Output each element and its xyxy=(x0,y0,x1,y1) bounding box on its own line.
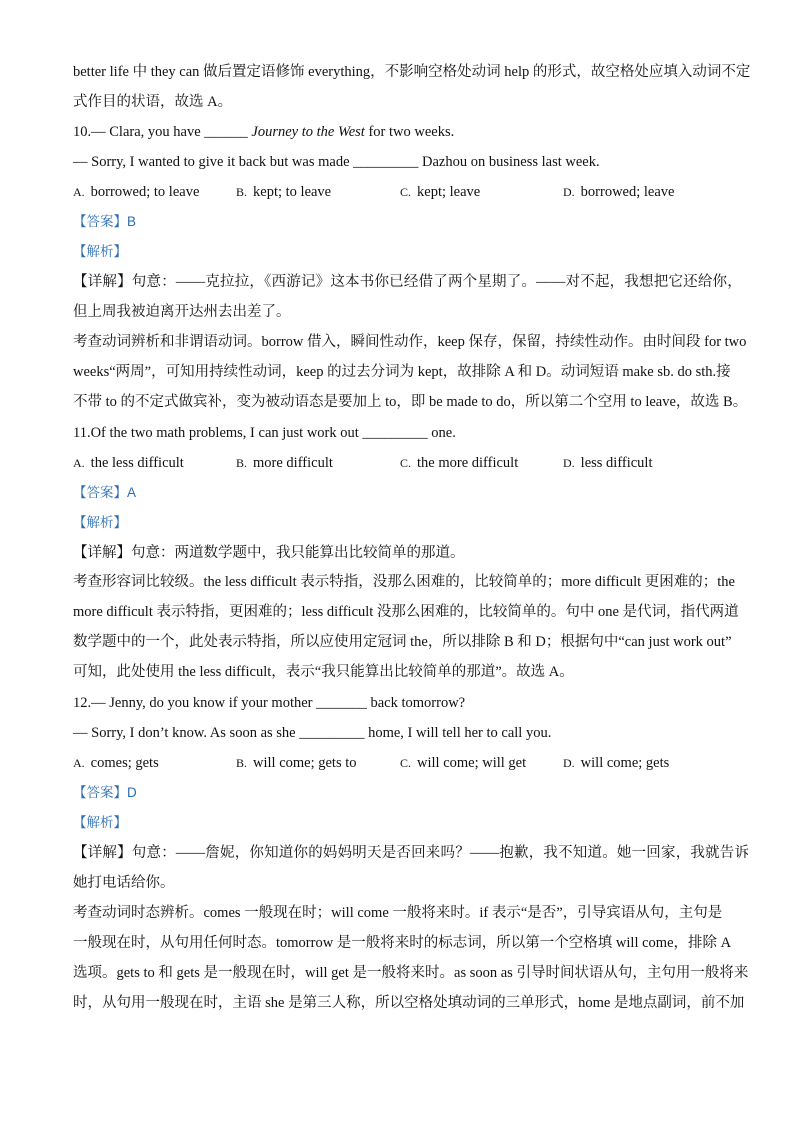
option-letter: C. xyxy=(400,756,412,770)
q12-option-a xyxy=(73,754,159,772)
option-text: borrowed; to leave xyxy=(90,184,200,200)
option-letter: A. xyxy=(73,756,85,770)
explanation-line: 但上周我被迫离开达州去出差了。 xyxy=(73,304,291,320)
option-letter: D. xyxy=(563,456,575,470)
book-title: Journey to the West xyxy=(251,124,365,140)
explanation-line: 【详解】句意：——詹妮，你知道你的妈妈明天是否回来吗？——抱歉，我不知道。她一回家，我就告诉 xyxy=(73,845,750,861)
explanation-line: 【详解】句意：——克拉拉，《西游记》这本书你已经借了两个星期了。——对不起，我想把它还给你， xyxy=(73,274,742,290)
q11-option-b xyxy=(236,454,333,472)
explanation-line: 她打电话给你。 xyxy=(73,875,175,891)
option-text: kept; to leave xyxy=(253,184,332,200)
option-text: borrowed; leave xyxy=(580,184,675,200)
explanation-line: 考查形容词比较级。the less difficult 表示特指，没那么困难的，比较简单的；more difficult 更困难的；the xyxy=(73,574,735,590)
answer-value: A xyxy=(127,485,137,500)
answer-label-12 xyxy=(73,784,137,802)
option-letter: B. xyxy=(236,456,248,470)
q10-option-d xyxy=(563,183,674,201)
option-text: more difficult xyxy=(253,455,333,471)
explanation-line: 一般现在时，从句用任何时态。tomorrow 是一般将来时的标志词，所以第一个空格填 will come，排除 A xyxy=(73,935,732,951)
explanation-line: 【详解】句意：两道数学题中，我只能算出比较简单的那道。 xyxy=(73,545,465,561)
question-text: for two weeks. xyxy=(364,124,455,140)
answer-label-10 xyxy=(73,213,136,231)
explanation-line: 时，从句用一般现在时，主语 she 是第三人称，所以空格处填动词的三单形式，home 是地点副词，前不加 xyxy=(73,995,745,1011)
explanation-line: more difficult 表示特指，更困难的；less difficult 没那么困难的，比较简单的。句中 one 是代词，指代两道 xyxy=(73,604,739,620)
option-letter: D. xyxy=(563,756,575,770)
option-letter: D. xyxy=(563,185,575,199)
option-text: the more difficult xyxy=(417,455,519,471)
option-text: will come; gets to xyxy=(253,755,357,771)
option-text: kept; leave xyxy=(417,184,481,200)
q10-option-b xyxy=(236,183,331,201)
question-10-line-2: — Sorry, I wanted to give it back but was made _________ Dazhou on business last week. xyxy=(73,154,600,170)
explanation-line: 数学题中的一个，此处表示特指，所以应使用定冠词 the，所以排除 B 和 D；根据句中“can just work out” xyxy=(73,634,732,650)
explanation-line: 考查动词时态辨析。comes 一般现在时；will come 一般将来时。if 表示“是否”，引导宾语从句，主句是 xyxy=(73,905,723,921)
explanation-line: weeks“两周”，可知用持续性动词，keep 的过去分词为 kept，故排除 A 和 D。动词短语 make sb. do sth.接 xyxy=(73,364,731,380)
answer-bracket: 【答案】 xyxy=(73,785,127,801)
answer-value: D xyxy=(127,785,137,800)
answer-bracket: 【答案】 xyxy=(73,485,127,501)
explanation-line: 考查动词辨析和非谓语动词。borrow 借入，瞬间性动作，keep 保存，保留，持续性动作。由时间段 for two xyxy=(73,334,747,350)
analysis-label-10: 【解析】 xyxy=(73,244,127,260)
analysis-label-12: 【解析】 xyxy=(73,815,127,831)
answer-value: B xyxy=(127,214,137,229)
q12-option-d xyxy=(563,754,669,772)
q11-option-d xyxy=(563,454,653,472)
option-letter: C. xyxy=(400,185,412,199)
q12-option-b xyxy=(236,754,357,772)
option-letter: B. xyxy=(236,185,248,199)
question-11: 11.Of the two math problems, I can just work out _________ one. xyxy=(73,425,456,441)
option-text: the less difficult xyxy=(90,455,184,471)
question-10-line-1 xyxy=(73,123,454,141)
answer-bracket: 【答案】 xyxy=(73,214,127,230)
explanation-line: better life 中 they can 做后置定语修饰 everything，不影响空格处动词 help 的形式，故空格处应填入动词不定 xyxy=(73,64,751,80)
option-letter: A. xyxy=(73,456,85,470)
explanation-line: 式作目的状语，故选 A。 xyxy=(73,94,233,110)
option-text: will come; will get xyxy=(417,755,527,771)
question-12-line-2: — Sorry, I don’t know. As soon as she _________ home, I will tell her to call you. xyxy=(73,725,552,741)
option-text: less difficult xyxy=(580,455,653,471)
option-letter: A. xyxy=(73,185,85,199)
q10-option-a xyxy=(73,183,199,201)
q11-option-c xyxy=(400,454,518,472)
question-12-line-1: 12.— Jenny, do you know if your mother _______ back tomorrow? xyxy=(73,695,466,711)
option-text: will come; gets xyxy=(580,755,670,771)
option-letter: B. xyxy=(236,756,248,770)
answer-label-11 xyxy=(73,484,136,502)
q12-option-c xyxy=(400,754,526,772)
explanation-line: 选项。gets to 和 gets 是一般现在时，will get 是一般将来时。as soon as 引导时间状语从句，主句用一般将来 xyxy=(73,965,749,981)
option-letter: C. xyxy=(400,456,412,470)
explanation-line: 不带 to 的不定式做宾补，变为被动语态是要加上 to，即 be made to do，所以第二个空用 to leave，故选 B。 xyxy=(73,394,748,410)
question-text: 10.— Clara, you have ______ xyxy=(73,124,252,140)
q11-option-a xyxy=(73,454,184,472)
q10-option-c xyxy=(400,183,480,201)
explanation-line: 可知，此处使用 the less difficult，表示“我只能算出比较简单的那道”。故选 A。 xyxy=(73,664,574,680)
option-text: comes; gets xyxy=(90,755,159,771)
analysis-label-11: 【解析】 xyxy=(73,515,127,531)
